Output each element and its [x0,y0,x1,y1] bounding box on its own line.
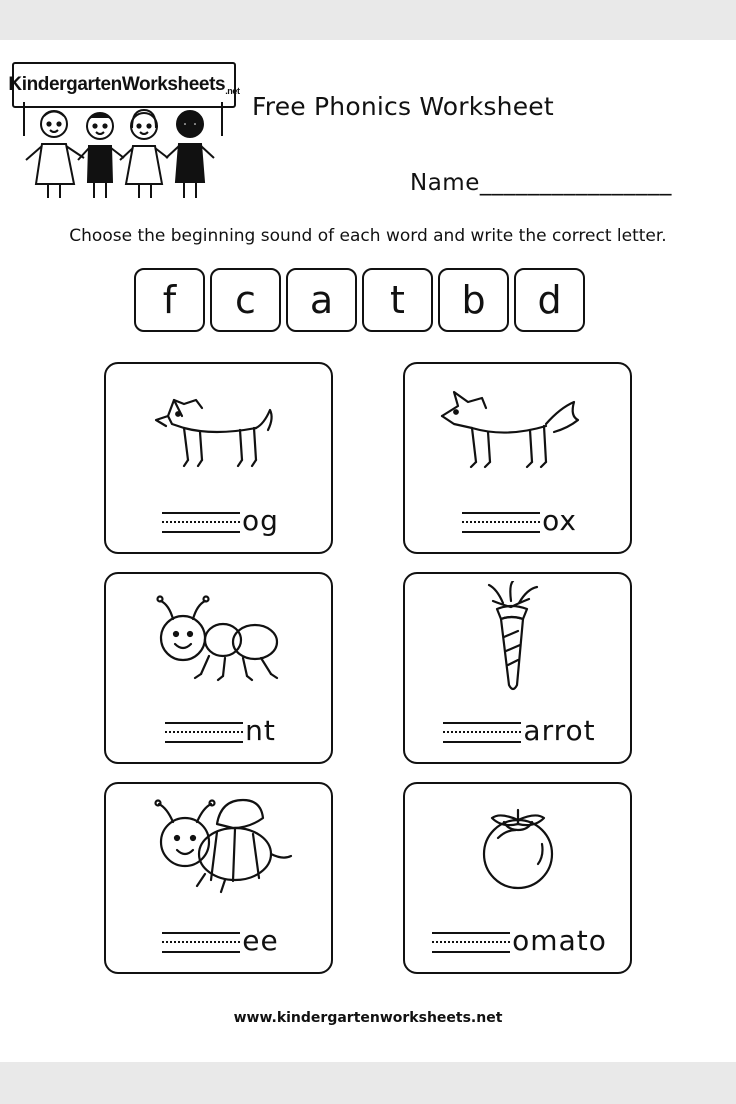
ant-icon [106,582,331,700]
answer-blank[interactable] [165,718,243,744]
word-remainder: ee [242,924,279,957]
name-field-label: Name________________ [410,170,672,196]
instructions-text: Choose the beginning sound of each word and write the correct letter. [69,226,667,246]
page-title: Free Phonics Worksheet [252,92,554,121]
fox-icon [405,372,630,490]
tomato-icon [405,792,630,910]
site-logo[interactable] [8,62,240,202]
letter-tile-c[interactable]: c [210,268,281,332]
answer-row [106,714,331,747]
question-grid [104,362,632,974]
question-card[interactable] [104,362,333,554]
word-remainder: omato [512,924,607,957]
word-remainder: og [242,504,279,537]
letter-tile-d[interactable]: d [514,268,585,332]
worksheet-page [0,40,736,1062]
letter-bank [134,268,585,332]
word-remainder: nt [245,714,276,747]
answer-blank[interactable] [462,508,540,534]
worksheet-header [0,40,736,200]
bee-icon [106,792,331,910]
logo-text: KindergartenWorksheets.net [8,74,240,96]
answer-blank[interactable] [162,928,240,954]
letter-tile-a[interactable]: a [286,268,357,332]
answer-row [405,504,630,537]
question-card[interactable] [403,362,632,554]
dog-icon [106,372,331,490]
answer-row [106,504,331,537]
answer-row [405,714,630,747]
answer-row [106,924,331,957]
footer-url[interactable]: www.kindergartenworksheets.net [233,1010,503,1026]
word-remainder: ox [542,504,577,537]
four-children-holding-hands-icon [8,102,240,202]
carrot-icon [405,582,630,700]
letter-tile-f[interactable]: f [134,268,205,332]
answer-row [405,924,630,957]
question-card[interactable] [403,782,632,974]
answer-blank[interactable] [443,718,521,744]
word-remainder: arrot [523,714,596,747]
letter-tile-b[interactable]: b [438,268,509,332]
question-card[interactable] [104,572,333,764]
answer-blank[interactable] [432,928,510,954]
logo-suffix: .net [225,86,240,96]
letter-tile-t[interactable]: t [362,268,433,332]
question-card[interactable] [104,782,333,974]
answer-blank[interactable] [162,508,240,534]
question-card[interactable] [403,572,632,764]
